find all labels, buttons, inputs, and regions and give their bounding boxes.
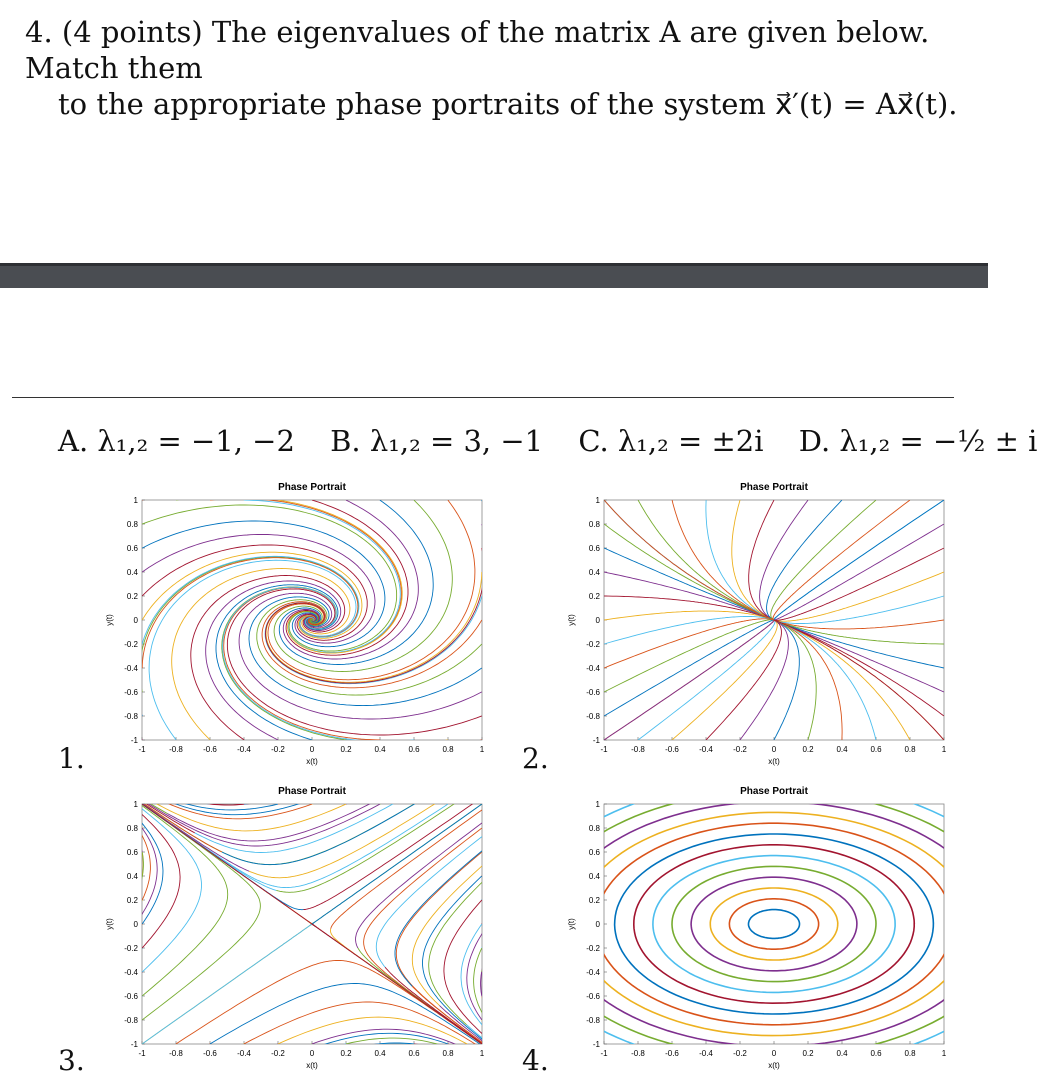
y-tick-label: -1 [130,1040,138,1049]
y-tick-label: -0.2 [124,944,138,953]
y-tick-label: -0.6 [124,992,138,1001]
trajectory [244,798,280,804]
trajectory [482,947,491,972]
horizontal-rule [12,397,954,398]
trajectory [482,895,487,900]
y-tick-label: -0.4 [124,968,138,977]
y-tick-label: -0.6 [124,688,138,697]
y-tick-label: 0.6 [126,544,138,553]
plot-title: Phase Portrait [740,786,808,797]
trajectory [312,799,326,804]
y-tick-label: -1 [592,736,600,745]
y-tick-label: 0.2 [126,592,138,601]
x-tick-label: -1 [600,745,608,754]
x-tick-label: 0.6 [870,745,882,754]
plot-title: Phase Portrait [740,482,808,493]
x-tick-label: 0.4 [836,745,848,754]
answer-box-bar [0,263,988,288]
x-tick-label: -0.8 [631,745,645,754]
y-tick-label: 0 [133,616,138,625]
y-tick-label: 0.8 [588,824,600,833]
plot-number-1: 1. [58,742,85,775]
y-tick-label: -0.8 [124,1016,138,1025]
x-tick-label: 0.8 [442,745,454,754]
x-tick-label: -0.6 [203,745,217,754]
trajectory [482,524,491,561]
x-axis-label: x(t) [306,757,318,766]
x-tick-label: 0.6 [408,745,420,754]
trajectory [482,914,490,924]
trajectory [459,740,482,746]
phase-portrait-4 [562,782,992,1072]
question-line-1: 4. (4 points) The eigenvalues of the matrix A are given below. Match them [25,15,930,85]
y-tick-label: 0.6 [588,848,600,857]
x-tick-label: -1 [600,1049,608,1058]
x-tick-label: -0.6 [665,745,679,754]
x-tick-label: 0.6 [408,1049,420,1058]
trajectory [482,934,490,948]
choice-a: A. λ₁,₂ = −1, −2 [58,424,295,458]
y-axis-label: y(t) [567,614,576,626]
trajectory [183,799,211,804]
y-tick-label: 0.4 [588,872,600,881]
phase-portrait-2 [562,478,992,768]
trajectory [164,799,176,804]
x-tick-label: 0.8 [442,1049,454,1058]
x-tick-label: 0.4 [374,745,386,754]
trajectory [482,870,488,876]
trajectory [346,801,354,805]
plot-area [604,804,944,1044]
x-tick-label: -0.6 [665,1049,679,1058]
y-tick-label: -0.8 [586,1016,600,1025]
x-tick-label: -0.2 [271,745,285,754]
plot-number-2: 2. [522,742,549,775]
y-tick-label: -0.8 [586,712,600,721]
y-tick-label: 0.2 [588,592,600,601]
y-tick-label: -0.8 [124,712,138,721]
eigenvalue-choices [58,424,1063,458]
question-text [25,14,988,122]
y-tick-label: 0.4 [126,872,138,881]
y-tick-label: 0.4 [126,568,138,577]
trajectory [176,494,229,500]
x-axis-label: x(t) [306,1061,318,1070]
y-axis-label: y(t) [105,918,114,930]
x-tick-label: -0.4 [237,1049,251,1058]
x-tick-label: -0.8 [169,745,183,754]
trajectory [482,500,490,516]
y-tick-label: -0.2 [586,944,600,953]
trajectory [395,740,448,746]
x-tick-label: 0.2 [802,1049,814,1058]
y-tick-label: 1 [133,800,138,809]
phase-portrait-1 [100,478,530,768]
trajectory [459,740,482,746]
trajectory [236,1044,244,1049]
trajectory [278,799,297,804]
question-line-2: to the appropriate phase portraits of the system x⃗′(t) = Ax⃗(t). [58,87,958,121]
y-tick-label: 0 [595,920,600,929]
x-tick-label: 1 [479,1049,485,1058]
x-tick-label: 0.6 [870,1049,882,1058]
y-tick-label: -1 [130,736,138,745]
choice-b: B. λ₁,₂ = 3, −1 [330,424,544,458]
trajectory [270,1044,278,1048]
x-tick-label: -0.4 [699,745,713,754]
x-tick-label: 0.2 [802,745,814,754]
x-tick-label: 0.4 [836,1049,848,1058]
y-tick-label: -0.4 [124,664,138,673]
x-tick-label: -1 [138,1049,146,1058]
trajectory [482,1020,489,1029]
x-tick-label: 0.2 [340,1049,352,1058]
plot-number-3: 3. [58,1044,85,1077]
x-tick-label: -0.4 [237,745,251,754]
x-tick-label: -0.4 [699,1049,713,1058]
y-tick-label: -0.4 [586,664,600,673]
trajectory [134,679,143,716]
plot-number-4: 4. [522,1044,549,1077]
trajectory [482,500,490,516]
y-tick-label: -0.4 [586,968,600,977]
y-tick-label: -0.6 [586,992,600,1001]
x-tick-label: -1 [138,745,146,754]
y-tick-label: 0.8 [126,520,138,529]
y-tick-label: -0.2 [586,640,600,649]
x-tick-label: 1 [479,745,485,754]
y-tick-label: 0 [133,920,138,929]
x-tick-label: -0.2 [733,1049,747,1058]
y-tick-label: -0.2 [124,640,138,649]
x-tick-label: 0.8 [904,745,916,754]
trajectory [448,1044,460,1049]
trajectory [482,846,490,852]
x-axis-label: x(t) [768,757,780,766]
choice-c: C. λ₁,₂ = ±2i [578,424,764,458]
trajectory [380,800,388,805]
y-tick-label: 0.2 [126,896,138,905]
x-tick-label: 0.4 [374,1049,386,1058]
plot-title: Phase Portrait [278,786,346,797]
y-tick-label: 0.4 [588,568,600,577]
trajectory [482,996,489,1016]
trajectory [142,494,165,500]
x-tick-label: -0.2 [271,1049,285,1058]
x-tick-label: -0.8 [631,1049,645,1058]
x-tick-label: 0 [771,1049,777,1058]
x-tick-label: -0.6 [203,1049,217,1058]
y-tick-label: 0 [595,616,600,625]
x-tick-label: 1 [941,745,947,754]
x-tick-label: -0.2 [733,745,747,754]
y-axis-label: y(t) [567,918,576,930]
x-tick-label: 0 [771,745,777,754]
trajectory [414,799,423,804]
x-tick-label: 0.8 [904,1049,916,1058]
y-tick-label: 0.6 [126,848,138,857]
plot-title: Phase Portrait [278,482,346,493]
y-tick-label: 0.2 [588,896,600,905]
y-tick-label: 1 [133,496,138,505]
y-tick-label: 1 [595,496,600,505]
y-tick-label: 0.8 [588,520,600,529]
x-tick-label: 0.2 [340,745,352,754]
y-tick-label: 0.8 [126,824,138,833]
x-tick-label: 0 [309,745,315,754]
y-tick-label: -1 [592,1040,600,1049]
choice-d: D. λ₁,₂ = −½ ± i [798,424,1038,458]
trajectory [142,494,165,500]
y-tick-label: 0.6 [588,544,600,553]
x-tick-label: 1 [941,1049,947,1058]
y-axis-label: y(t) [105,614,114,626]
y-tick-label: -0.6 [586,688,600,697]
x-tick-label: -0.8 [169,1049,183,1058]
y-tick-label: 1 [595,800,600,809]
phase-portrait-3 [100,782,530,1072]
x-tick-label: 0 [309,1049,315,1058]
x-axis-label: x(t) [768,1061,780,1070]
